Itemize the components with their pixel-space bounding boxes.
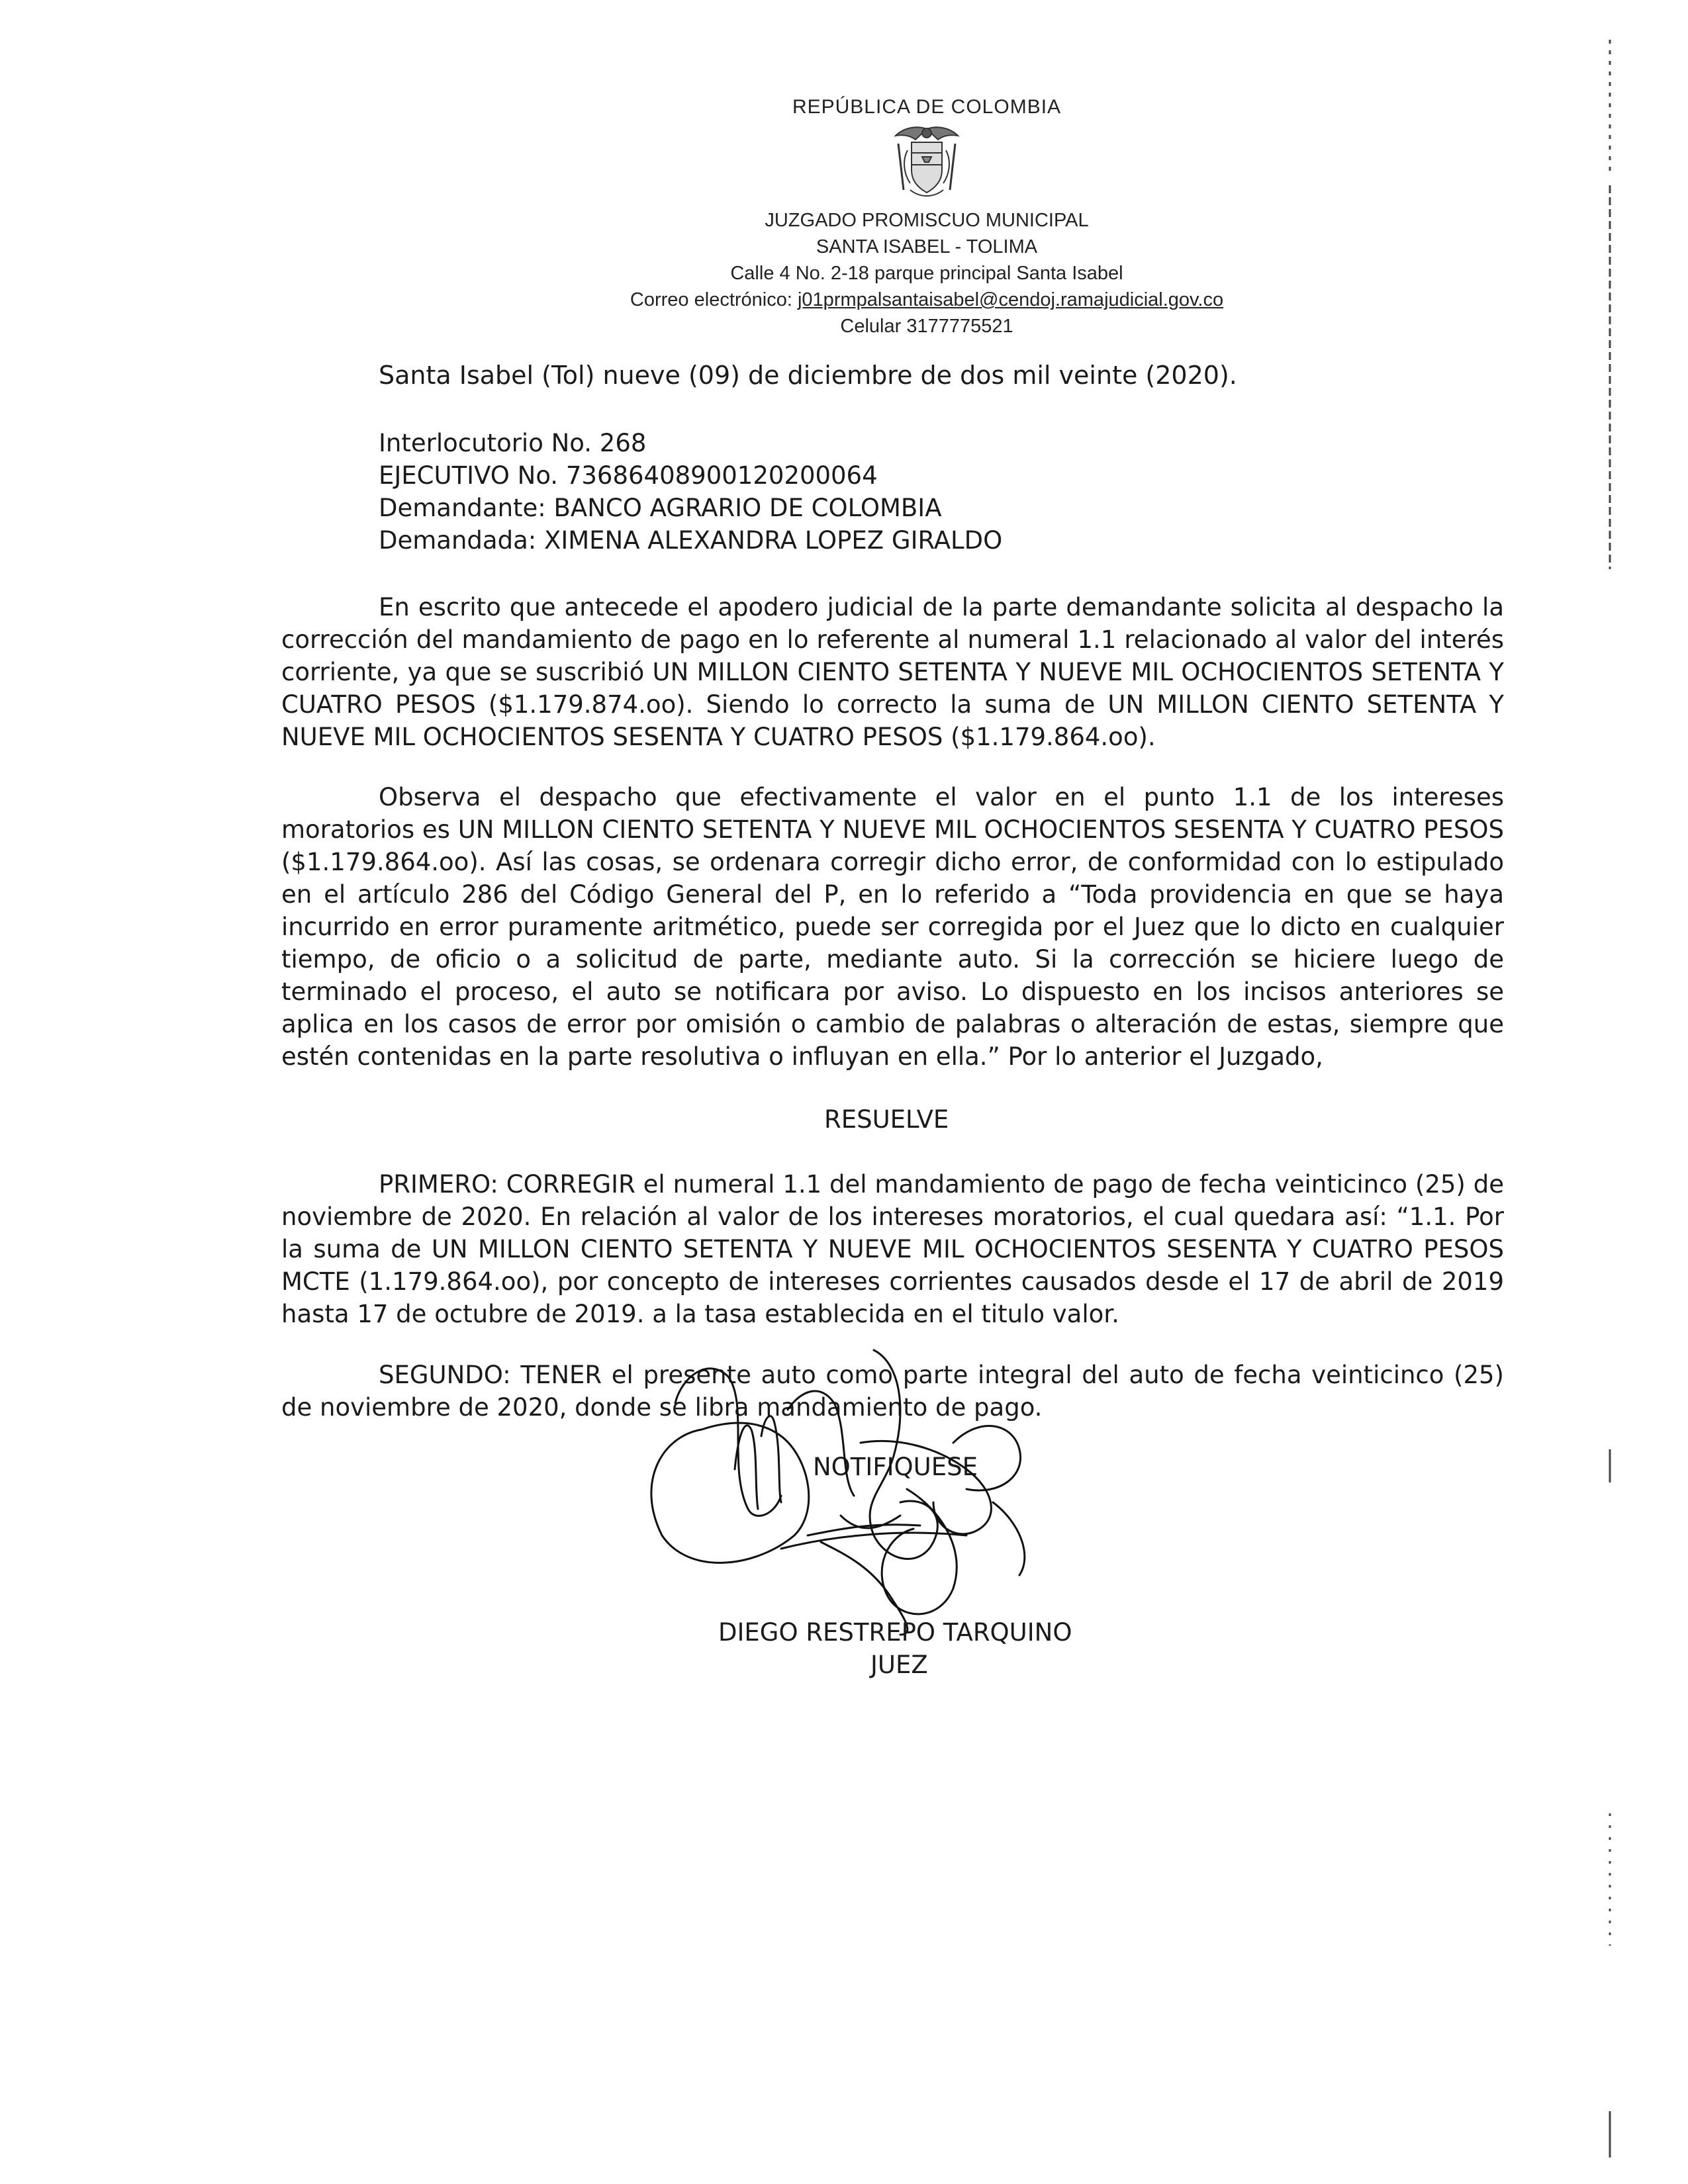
paragraph-first-resolution	[281, 1168, 1504, 1330]
paragraph-request	[281, 591, 1504, 753]
court-phone: Celular 3177775521	[840, 316, 1013, 337]
paragraph-request-text: En escrito que antecede el apodero judicial de la parte demandante solicita al despacho la corrección del mandamiento de pago en lo referente al numeral 1.1 relacionado al valor del interés corriente, ya que se suscribió UN MILLON CIENTO SETENTA Y NUEVE MIL OCHOCIENTOS SETENTA Y CUATRO PESOS ($1.179.874.oo). Siendo lo correcto la suma de UN MILLON CIENTO SETENTA Y NUEVE MIL OCHOCIENTOS SESENTA Y CUATRO PESOS ($1.179.864.oo).	[281, 593, 1504, 751]
judge-title: JUEZ	[870, 1651, 928, 1679]
court-location: SANTA ISABEL - TOLIMA	[816, 236, 1038, 257]
date-line: Santa Isabel (Tol) nueve (09) de diciembre de dos mil veinte (2020).	[379, 361, 1237, 390]
plaintiff: Demandante: BANCO AGRARIO DE COLOMBIA	[379, 494, 942, 522]
letterhead	[463, 96, 1390, 340]
defendant: Demandada: XIMENA ALEXANDRA LOPEZ GIRALDO	[379, 526, 1003, 555]
colombia-coat-of-arms-icon	[884, 124, 970, 203]
country-name: REPÚBLICA DE COLOMBIA	[792, 96, 1062, 118]
paragraph-first-resolution-text: PRIMERO: CORREGIR el numeral 1.1 del mandamiento de pago de fecha veinticinco (25) de noviembre de 2020. En relación al valor de los intereses moratorios, el cual quedara así: “1.1. Por la suma de UN MILLON CIENTO SETENTA Y NUEVE MIL OCHOCIENTOS SESENTA Y CUATRO PESOS MCTE (1.179.864.oo), por concepto de intereses corrientes causados desde el 17 de abril de 2019 hasta 17 de octubre de 2019. a la tasa establecida en el titulo valor.	[281, 1170, 1504, 1328]
case-details	[379, 427, 1002, 557]
handwritten-signature-icon	[622, 1337, 1099, 1641]
resolves-heading: RESUELVE	[824, 1105, 949, 1134]
court-name: JUZGADO PROMISCUO MUNICIPAL	[765, 210, 1089, 231]
email-label: Correo electrónico:	[630, 289, 798, 310]
interlocutorio-number: Interlocutorio No. 268	[379, 429, 647, 457]
notify-label: NOTIFIQUESE	[813, 1453, 978, 1481]
paragraph-considerations-text: Observa el despacho que efectivamente el valor en el punto 1.1 de los intereses moratorios es UN MILLON CIENTO SETENTA Y NUEVE MIL OCHOCIENTOS SESENTA Y CUATRO PESOS ($1.179.864.oo). Así las cosas, se ordenara corregir dicho error, de conformidad con lo estipulado en el artículo 286 del Código General del P, en lo referido a “Toda providencia en que se haya incurrido en error puramente aritmético, puede ser corregida por el Juez que lo dicto en cualquier tiempo, de oficio o a solicitud de parte, mediante auto. Si la corrección se hiciere luego de terminado el proceso, el auto se notificara por aviso. Lo dispuesto en los incisos anteriores se aplica en los casos de error por omisión o cambio de palabras o alteración de estas, siempre que estén contenidas en la parte resolutiva o influyan en ella.” Por lo anterior el Juzgado,	[281, 783, 1504, 1071]
scan-edge-marks	[1607, 26, 1620, 2171]
paragraph-considerations	[281, 781, 1504, 1073]
paragraph-second-resolution-text: SEGUNDO: TENER el presente auto como parte integral del auto de fecha veinticinco (25) de noviembre de 2020, donde se libra mandamiento de pago.	[281, 1361, 1504, 1422]
judge-name: DIEGO RESTREPO TARQUINO	[718, 1618, 1072, 1647]
court-address: Calle 4 No. 2-18 parque principal Santa Isabel	[730, 263, 1123, 284]
court-email-line	[463, 287, 1390, 313]
email-link[interactable]: j01prmpalsantaisabel@cendoj.ramajudicial.gov.co	[797, 289, 1224, 310]
ejecutivo-number: EJECUTIVO No. 73686408900120200064	[379, 461, 878, 490]
